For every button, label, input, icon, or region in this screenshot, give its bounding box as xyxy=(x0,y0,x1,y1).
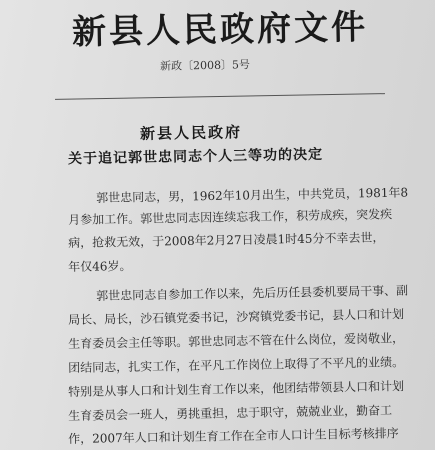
body-line: 月参加工作。郭世忠同志因连续忘我工作，积劳成疾，突发疾 xyxy=(68,207,393,227)
body-line: 郭世忠同志，男，1962年10月出生，中共党员，1981年8 xyxy=(96,185,409,205)
body-line: 特别是从事人口和计划生育工作以来，他团结带领县人口和计划 xyxy=(68,379,405,399)
header-divider xyxy=(55,93,385,100)
body-line: 局长、局长，沙石镇党委书记，沙窝镇党委书记，县人口和计划 xyxy=(68,307,405,327)
decision-title: 关于追记郭世忠同志个人三等功的决定 xyxy=(67,146,324,168)
body-line: 生育委员会主任等职。郭世忠同志不管在什么岗位，爱岗敬业， xyxy=(68,331,405,351)
document-header-title: 新县人民政府文件 xyxy=(71,7,369,53)
body-line: 作，2007年人口和计划生育工作在全市人口计生目标考核排序 xyxy=(68,426,399,446)
body-line: 生育委员会一班人，勇挑重担，忠于职守，兢兢业业，勤奋工 xyxy=(68,403,393,423)
body-line: 郭世忠同志自参加工作以来，先后历任县委机要局干事、副 xyxy=(96,283,409,303)
document-number: 新政〔2008〕5号 xyxy=(159,58,251,73)
body-line: 病，抢救无效，于2008年2月27日凌晨1时45分不幸去世， xyxy=(68,230,385,250)
issuer-name: 新县人民政府 xyxy=(139,123,243,143)
body-line: 团结同志，扎实工作，在平凡工作岗位上取得了不平凡的业绩。 xyxy=(68,355,405,375)
body-line: 年仅46岁。 xyxy=(68,258,132,274)
